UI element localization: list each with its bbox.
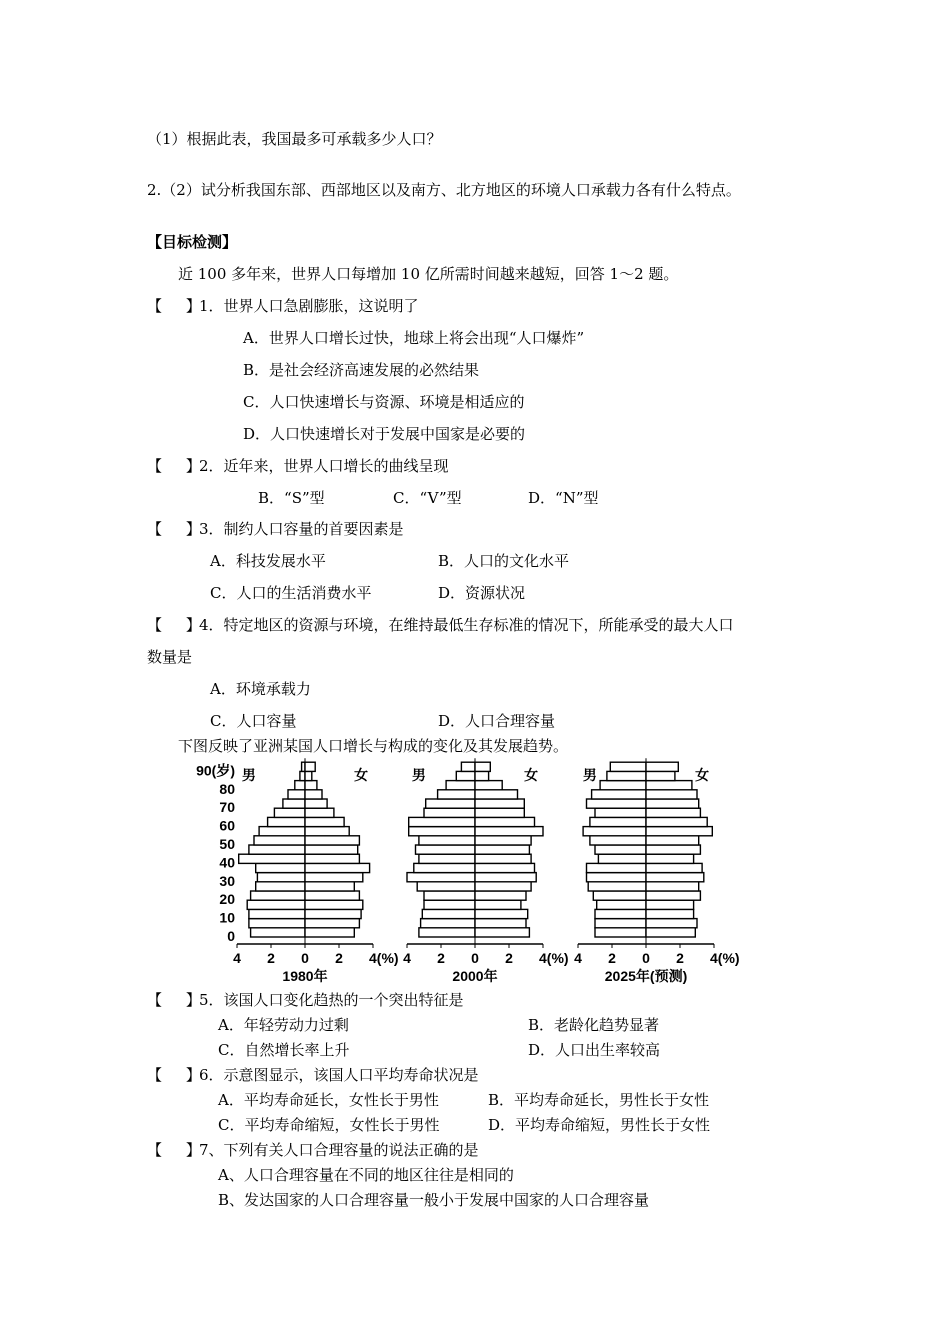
female-bar	[646, 799, 699, 808]
female-bar	[646, 919, 697, 928]
male-bar	[239, 854, 305, 863]
answer-bracket[interactable]: 【 】	[147, 991, 201, 1009]
male-bar	[300, 771, 305, 780]
female-bar	[646, 836, 699, 845]
female-bar	[305, 781, 317, 790]
male-bar	[254, 836, 305, 845]
q3-option-b: B．人口的文化水平	[438, 552, 570, 570]
male-bar	[456, 771, 475, 780]
male-bar	[592, 790, 646, 799]
q1-option-c: C．人口快速增长与资源、环境是相适应的	[243, 393, 525, 411]
male-bar	[446, 781, 475, 790]
male-bar	[251, 928, 305, 937]
age-tick-label: 60	[219, 817, 235, 834]
x-tick-label: 2	[676, 950, 684, 966]
female-bar	[305, 771, 312, 780]
female-bar	[475, 919, 526, 928]
male-bar	[249, 909, 305, 918]
pyramid-title: 2000年	[452, 968, 498, 984]
q7-option-a: A、人口合理容量在不同的地区往往是相同的	[218, 1166, 514, 1184]
question-4-stem-cont: 数量是	[147, 648, 193, 666]
male-bar	[268, 817, 305, 826]
question-1-row	[147, 296, 419, 316]
female-bar	[646, 909, 694, 918]
x-tick-label: 2	[335, 950, 343, 966]
male-label: 男	[411, 767, 426, 783]
female-bar	[646, 827, 712, 836]
male-bar	[595, 808, 646, 817]
male-label: 男	[241, 767, 256, 783]
female-bar	[646, 873, 704, 882]
male-bar	[256, 882, 305, 891]
female-bar	[475, 799, 524, 808]
male-bar	[600, 781, 646, 790]
male-bar	[419, 854, 475, 863]
female-bar	[475, 845, 529, 854]
age-tick-label: 30	[219, 872, 235, 889]
answer-bracket[interactable]: 【 】	[147, 297, 201, 315]
q1-option-d: D．人口快速增长对于发展中国家是必要的	[243, 425, 526, 443]
q4-option-a: A．环境承载力	[210, 680, 311, 698]
female-bar	[646, 808, 700, 817]
question-7-row	[147, 1140, 479, 1160]
male-bar	[595, 845, 646, 854]
female-bar	[646, 771, 675, 780]
q2-part2: 2.（2）试分析我国东部、西部地区以及南方、北方地区的环境人口承载力各有什么特点。	[147, 181, 741, 199]
female-bar	[305, 845, 358, 854]
female-bar	[305, 762, 315, 771]
x-tick-label: 4	[574, 950, 582, 966]
male-bar	[256, 863, 305, 872]
age-tick-label: 10	[219, 909, 235, 926]
age-tick-label: 80	[219, 780, 235, 797]
female-bar	[475, 771, 489, 780]
male-bar	[588, 882, 646, 891]
male-bar	[593, 891, 646, 900]
female-bar	[646, 845, 700, 854]
female-bar	[305, 808, 334, 817]
age-tick-label: 70	[219, 799, 235, 816]
q6-option-c: C．平均寿命缩短，女性长于男性	[218, 1116, 440, 1134]
male-bar	[424, 891, 475, 900]
female-bar	[475, 928, 529, 937]
female-bar	[475, 781, 502, 790]
male-bar	[424, 900, 475, 909]
female-bar	[305, 817, 344, 826]
x-tick-label: 0	[471, 950, 479, 966]
q2-option-d: D．“N”型	[528, 489, 599, 507]
female-bar	[305, 836, 359, 845]
male-bar	[595, 928, 646, 937]
female-bar	[475, 882, 531, 891]
pyramid-title: 1980年	[282, 968, 328, 984]
female-bar	[305, 799, 327, 808]
male-bar	[422, 909, 475, 918]
male-bar	[597, 900, 646, 909]
female-bar	[646, 882, 699, 891]
age-tick-label: 50	[219, 836, 235, 852]
male-bar	[409, 817, 475, 826]
female-bar	[475, 863, 535, 872]
age-tick-label: 0	[227, 928, 235, 944]
male-bar	[590, 817, 646, 826]
age-tick-label: 90(岁)	[196, 762, 235, 779]
q4-option-c: C．人口容量	[210, 712, 297, 730]
section-title: 【目标检测】	[147, 233, 238, 251]
male-bar	[247, 900, 305, 909]
question-5-stem: 5．该国人口变化趋热的一个突出特征是	[199, 991, 464, 1009]
age-tick-label: 20	[219, 891, 235, 908]
male-bar	[288, 790, 305, 799]
question-6-row	[147, 1065, 479, 1085]
female-bar	[475, 891, 526, 900]
female-bar	[305, 827, 349, 836]
q4-option-d: D．人口合理容量	[438, 712, 556, 730]
male-bar	[409, 827, 475, 836]
male-bar	[587, 873, 647, 882]
population-pyramids-figure	[196, 760, 750, 990]
male-bar	[419, 836, 475, 845]
male-bar	[295, 781, 305, 790]
male-bar	[424, 808, 475, 817]
female-bar	[646, 854, 694, 863]
female-bar	[475, 854, 531, 863]
female-bar	[305, 891, 359, 900]
female-bar	[305, 873, 363, 882]
female-label: 女	[524, 767, 539, 783]
male-bar	[416, 845, 476, 854]
female-bar	[305, 882, 354, 891]
question-7-stem: 7、下列有关人口合理容量的说法正确的是	[199, 1141, 479, 1159]
x-tick-label: 2	[505, 950, 513, 966]
x-tick-label: 0	[642, 950, 650, 966]
male-bar	[610, 762, 646, 771]
male-label: 男	[582, 767, 597, 783]
female-bar	[646, 891, 700, 900]
q6-option-d: D．平均寿命缩短，男性长于女性	[488, 1116, 711, 1134]
answer-bracket[interactable]: 【 】	[147, 616, 201, 634]
female-bar	[646, 790, 697, 799]
female-bar	[646, 900, 694, 909]
female-bar	[305, 900, 363, 909]
female-bar	[305, 854, 359, 863]
question-4-stem: 4．特定地区的资源与环境，在维持最低生存标准的情况下，所能承受的最大人口	[199, 616, 734, 634]
male-bar	[595, 909, 646, 918]
male-bar	[257, 873, 305, 882]
male-bar	[419, 928, 475, 937]
male-bar	[595, 919, 646, 928]
male-bar	[590, 836, 646, 845]
question-5-row	[147, 990, 464, 1010]
question-2-row	[147, 456, 449, 476]
male-bar	[583, 827, 646, 836]
q3-option-c: C．人口的生活消费水平	[210, 584, 372, 602]
q2-option-b: B．“S”型	[258, 489, 325, 507]
female-bar	[305, 863, 370, 872]
female-bar	[305, 919, 359, 928]
male-bar	[461, 762, 475, 771]
q1-part1: （1）根据此表，我国最多可承载多少人口？	[147, 130, 442, 148]
q6-option-b: B．平均寿命延长，男性长于女性	[488, 1091, 710, 1109]
x-tick-label: 4(%)	[710, 950, 740, 966]
question-3-row	[147, 519, 404, 539]
female-bar	[475, 762, 490, 771]
male-bar	[407, 873, 475, 882]
female-bar	[646, 817, 707, 826]
question-1-stem: 1．世界人口急剧膨胀，这说明了	[199, 297, 419, 315]
male-bar	[283, 799, 305, 808]
female-bar	[646, 928, 695, 937]
female-bar	[475, 808, 524, 817]
answer-bracket[interactable]: 【 】	[147, 457, 201, 475]
x-tick-label: 2	[437, 950, 445, 966]
x-tick-label: 4	[233, 950, 241, 966]
male-bar	[598, 854, 646, 863]
male-bar	[417, 882, 475, 891]
female-bar	[305, 909, 361, 918]
male-bar	[426, 799, 475, 808]
female-label: 女	[695, 767, 710, 783]
male-bar	[421, 919, 475, 928]
x-tick-label: 4(%)	[539, 950, 569, 966]
female-bar	[305, 928, 354, 937]
male-bar	[251, 891, 305, 900]
female-bar	[646, 863, 702, 872]
q3-option-d: D．资源状况	[438, 584, 526, 602]
female-bar	[646, 762, 678, 771]
q1-option-a: A．世界人口增长过快，地球上将会出现“人口爆炸”	[243, 329, 585, 347]
q7-option-b: B、发达国家的人口合理容量一般小于发展中国家的人口合理容量	[218, 1191, 650, 1209]
male-bar	[587, 863, 647, 872]
female-bar	[305, 790, 322, 799]
female-bar	[646, 781, 692, 790]
q1-option-b: B．是社会经济高速发展的必然结果	[243, 361, 480, 379]
question-6-stem: 6．示意图显示，该国人口平均寿命状况是	[199, 1066, 479, 1084]
figure-intro: 下图反映了亚洲某国人口增长与构成的变化及其发展趋势。	[178, 737, 569, 755]
q2-option-c: C．“V”型	[393, 489, 462, 507]
female-bar	[475, 873, 536, 882]
q6-option-a: A．平均寿命延长，女性长于男性	[218, 1091, 439, 1109]
x-tick-label: 4(%)	[369, 950, 399, 966]
question-2-stem: 2．近年来，世界人口增长的曲线呈现	[199, 457, 449, 475]
male-bar	[587, 799, 647, 808]
q3-option-a: A．科技发展水平	[210, 552, 326, 570]
pyramid-title: 2025年(预测)	[604, 968, 688, 984]
male-bar	[438, 790, 475, 799]
female-label: 女	[354, 767, 369, 783]
question-3-stem: 3．制约人口容量的首要因素是	[199, 520, 404, 538]
male-bar	[414, 863, 475, 872]
female-bar	[475, 909, 528, 918]
question-4-row	[147, 615, 734, 635]
q5-option-d: D．人口出生率较高	[528, 1041, 661, 1059]
male-bar	[274, 808, 305, 817]
q5-option-a: A．年轻劳动力过剩	[218, 1016, 349, 1034]
male-bar	[249, 919, 305, 928]
male-bar	[607, 771, 646, 780]
female-bar	[475, 827, 543, 836]
x-tick-label: 4	[403, 950, 411, 966]
x-tick-label: 2	[267, 950, 275, 966]
female-bar	[475, 817, 535, 826]
female-bar	[475, 790, 518, 799]
male-bar	[249, 845, 305, 854]
answer-bracket[interactable]: 【 】	[147, 520, 201, 538]
answer-bracket[interactable]: 【 】	[147, 1066, 201, 1084]
intro-text: 近 100 多年来，世界人口每增加 10 亿所需时间越来越短，回答 1～2 题。	[178, 265, 679, 283]
female-bar	[475, 836, 531, 845]
female-bar	[475, 900, 521, 909]
male-bar	[259, 827, 305, 836]
age-tick-label: 40	[219, 854, 235, 871]
q5-option-c: C．自然增长率上升	[218, 1041, 350, 1059]
x-tick-label: 0	[301, 950, 309, 966]
answer-bracket[interactable]: 【 】	[147, 1141, 201, 1159]
q5-option-b: B．老龄化趋势显著	[528, 1016, 660, 1034]
x-tick-label: 2	[608, 950, 616, 966]
